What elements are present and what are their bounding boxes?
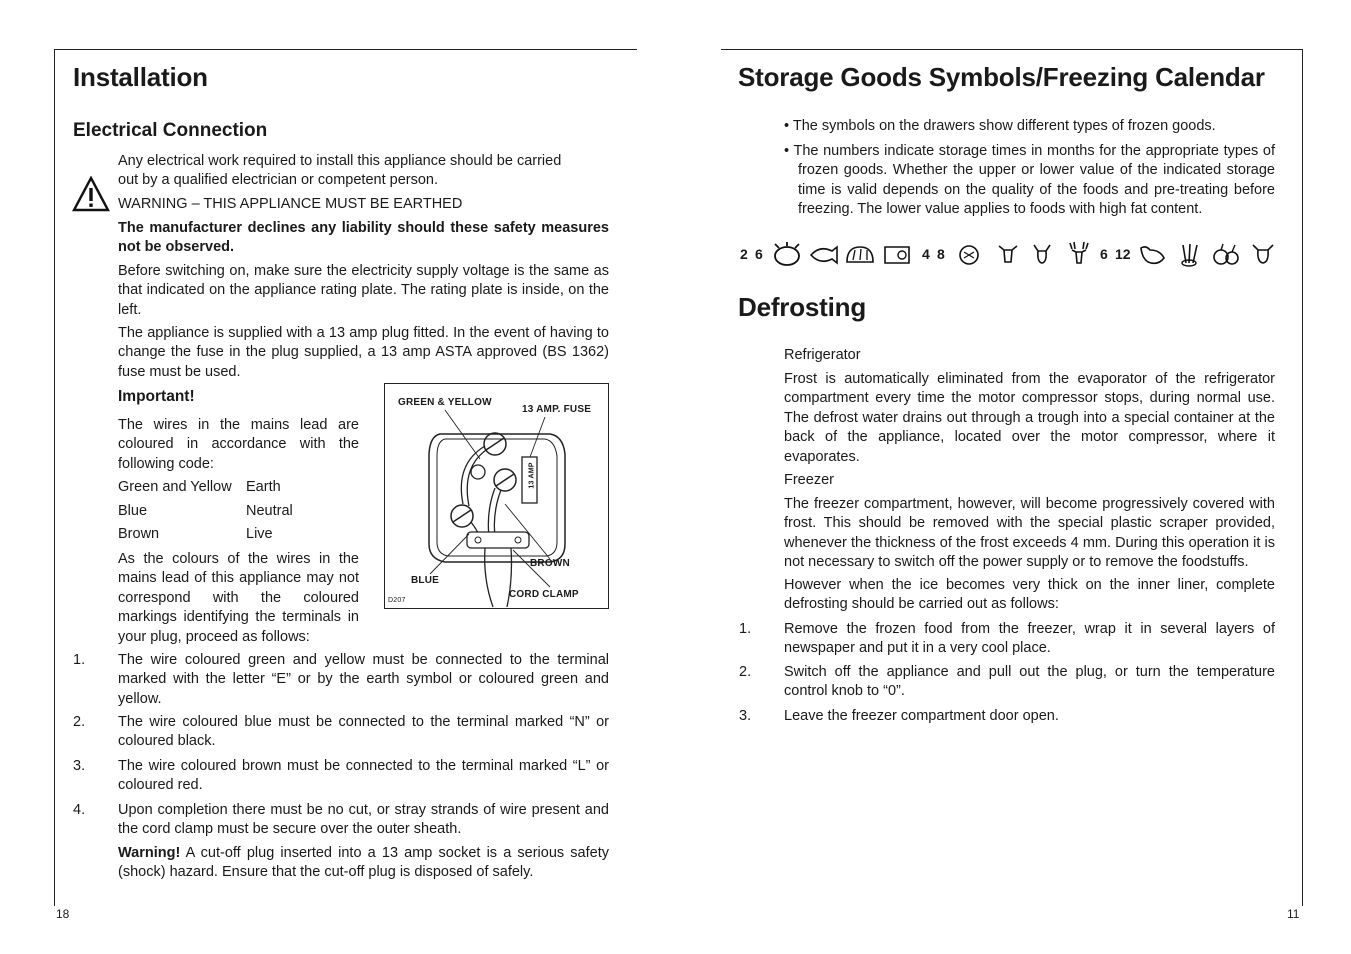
symbols-bullet: • The symbols on the drawers show different types of frozen goods. (784, 118, 1216, 134)
diagram-code: D207 (388, 597, 406, 604)
cow-head-icon (1250, 242, 1276, 268)
label-13amp-fuse: 13 AMP. FUSE (522, 404, 592, 415)
warning-text: A cut-off plug inserted into a 13 amp socket is a serious safety (shock) hazard. Ensure that the cut-off plug is disposed of safely. (118, 845, 609, 881)
label-brown: BROWN (530, 558, 570, 569)
important-heading: Important! (118, 388, 195, 405)
cow-icon (996, 242, 1020, 268)
freezer-heading: Freezer (784, 472, 834, 488)
defrosting-title: Defrosting (738, 292, 867, 322)
wire-colour: Green and Yellow (118, 479, 232, 495)
pig-icon (1030, 242, 1054, 268)
step-text: The wire coloured brown must be connected to the terminal marked “L” or coloured red. (118, 758, 609, 794)
step-text: Upon completion there must be no cut, or stray strands of wire present and the cord clamp must be secure over the outer sheath. (118, 802, 609, 838)
liability-paragraph: The manufacturer declines any liability should these safety measures not be observed. (118, 220, 609, 256)
wire-colour: Brown (118, 526, 160, 543)
vegetables-icon (1176, 241, 1204, 268)
earthed-warning: WARNING – THIS APPLIANCE MUST BE EARTHED (118, 196, 463, 212)
plug-wiring-diagram (384, 383, 609, 609)
electrical-connection-heading: Electrical Connection (73, 120, 268, 141)
calendar-number: 8 (937, 246, 945, 262)
right-side-rule (1302, 49, 1303, 906)
bread-icon (844, 244, 876, 266)
label-cord-clamp: CORD CLAMP (509, 589, 579, 600)
ice-text: However when the ice becomes very thick on the inner liner, complete defrosting should be carried out as follows: (784, 577, 1275, 613)
wire-row (118, 523, 293, 547)
calendar-number: 4 (922, 246, 930, 262)
step-number: 1. (73, 652, 86, 668)
left-side-rule (54, 49, 55, 906)
step-number: 2. (73, 714, 86, 730)
fruit-icon (1210, 241, 1242, 268)
wire-function: Neutral (246, 502, 293, 519)
refrigerator-text: Frost is automatically eliminated from the evaporator of the refrigerator compartment every time the motor compressor stops, during normal use. The defrost water drains out through a trough into a special container at the back of the appliance, located over the motor compressor, where it evaporates. (784, 371, 1275, 465)
voltage-paragraph: Before switching on, make sure the electricity supply voltage is the same as that indicated on the appliance rating plate. The rating plate is inside, on the left. (118, 263, 609, 318)
step-number: 1. (739, 621, 752, 637)
pizza-icon (770, 242, 804, 268)
wire-function: Earth (246, 479, 281, 495)
label-blue: BLUE (411, 575, 440, 586)
right-page-number: 11 (1287, 907, 1300, 921)
calendar-number: 12 (1115, 246, 1131, 262)
storage-times-bullet: • The numbers indicate storage times in months for the appropriate types of frozen goods. Whether the upper or lower value of the indicated storage time is valid depends on the quality of the foods and pre-treating before freezing. The lower value applies to foods with high fat content. (784, 143, 1275, 218)
refrigerator-heading: Refrigerator (784, 347, 861, 363)
cut-off-plug-warning (118, 844, 609, 883)
left-page-number: 18 (56, 907, 70, 921)
step-text: Switch off the appliance and pull out the plug, or turn the temperature control knob to “0”. (784, 664, 1275, 700)
label-green-yellow: GREEN & YELLOW (398, 397, 492, 408)
deer-icon (1066, 241, 1092, 268)
fish-icon (808, 244, 838, 266)
colours-note: As the colours of the wires in the mains lead of this appliance may not correspond with the coloured markings identifying the terminals in your plug, proceed as follows: (118, 551, 359, 645)
freezing-calendar-row (738, 240, 1278, 270)
step-text: Leave the freezer compartment door open. (784, 708, 1059, 724)
wire-function: Live (246, 526, 273, 543)
step-number: 4. (73, 802, 86, 818)
step-number: 3. (73, 758, 86, 774)
storage-symbols-title: Storage Goods Symbols/Freezing Calendar (738, 62, 1265, 92)
installation-title: Installation (73, 62, 208, 92)
step-text: Remove the frozen food from the freezer, wrap it in several layers of newspaper and put it in a very cool place. (784, 621, 1275, 657)
wire-row (118, 500, 293, 524)
calendar-number: 6 (1100, 246, 1108, 262)
calendar-number: 2 (740, 246, 748, 262)
label-fuse-body: 13 AMP (528, 462, 536, 489)
plug-paragraph: The appliance is supplied with a 13 amp plug fitted. In the event of having to change the fuse in the plug supplied, a 13 amp ASTA approved (BS 1362) fuse must be used. (118, 325, 609, 380)
step-number: 2. (739, 664, 752, 680)
wire-row (118, 476, 293, 500)
step-text: The wire coloured blue must be connected to the terminal marked “N” or coloured black. (118, 714, 609, 750)
chicken-icon (1136, 242, 1168, 268)
freezer-text: The freezer compartment, however, will become progressively covered with frost. This should be removed with the special plastic scraper provided, whenever the thickness of the frost exceeds 4 mm. During this operation it is not necessary to switch off the power supply or to remove the foodstuffs. (784, 496, 1275, 571)
mince-icon (956, 243, 982, 267)
warning-label: Warning! (118, 845, 181, 861)
step-number: 3. (739, 708, 752, 724)
step-text: The wire coloured green and yellow must be connected to the terminal marked with the letter “E” or by the earth symbol or coloured green and yellow. (118, 652, 609, 707)
left-top-rule (54, 49, 637, 50)
wire-colour: Blue (118, 502, 148, 519)
important-text: The wires in the mains lead are coloured in accordance with the following code: (118, 417, 359, 472)
calendar-number: 6 (755, 246, 763, 262)
right-top-rule (721, 49, 1302, 50)
wire-code-table (118, 476, 293, 547)
meat-cut-icon (882, 243, 912, 267)
warning-triangle-icon (72, 176, 110, 212)
intro-paragraph: Any electrical work required to install this appliance should be carried out by a qualified electrician or competent person. (118, 153, 562, 189)
